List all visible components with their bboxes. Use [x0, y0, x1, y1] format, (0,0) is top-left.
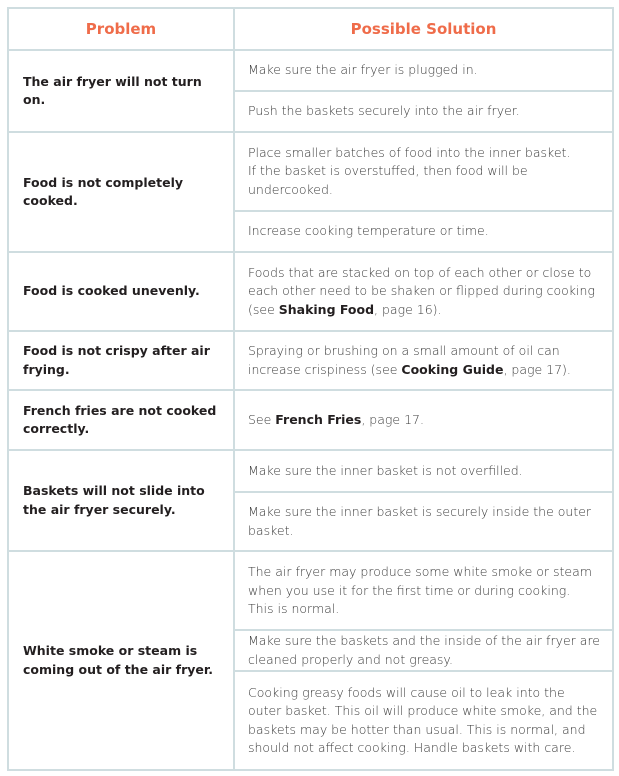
problem-cell: The air fryer will not turn on.	[8, 50, 234, 132]
solution-line: basket.	[248, 522, 294, 538]
solution-cell	[234, 331, 613, 390]
solution-cell	[234, 50, 613, 91]
solution-line: baskets may be hotter than usual. This is normal, and	[248, 721, 586, 737]
solution-cell	[234, 390, 613, 449]
table-row	[8, 551, 613, 630]
solution-line: If the basket is overstuffed, then food will be	[248, 163, 528, 179]
solution-line: This is normal.	[248, 601, 340, 617]
table-row	[8, 252, 613, 331]
problem-header: Problem	[8, 8, 234, 50]
solution-cell	[234, 132, 613, 211]
problem-cell: French fries are not cooked correctly.	[8, 390, 234, 449]
solution-line: each other need to be shaken or flipped during cooking	[248, 283, 595, 299]
solution-cell	[234, 551, 613, 630]
solution-line: should not affect cooking. Handle baskets with care.	[248, 740, 576, 756]
solution-cell	[234, 450, 613, 492]
solution-cell	[234, 492, 613, 551]
table-row	[8, 50, 613, 91]
solution-line: Push the baskets securely into the air fryer.	[248, 103, 520, 119]
reference-section-name: Cooking Guide	[401, 361, 504, 377]
solution-line: Make sure the inner basket is not overfilled.	[248, 462, 523, 478]
solution-line: Place smaller batches of food into the inner basket.	[248, 144, 571, 160]
reference-prefix: (see	[248, 301, 279, 317]
solution-cell	[234, 671, 613, 770]
reference-prefix: increase crispiness (see	[248, 361, 402, 377]
solution-cell	[234, 211, 613, 252]
table-row	[8, 331, 613, 390]
header-row	[8, 8, 613, 50]
solution-line: Make sure the baskets and the inside of the air fryer are	[248, 633, 600, 649]
reference-section-name: Shaking Food	[278, 301, 375, 317]
reference-prefix: See	[248, 411, 276, 427]
problem-cell: White smoke or steam is coming out of the air fryer.	[8, 551, 234, 770]
problem-cell: Food is cooked unevenly.	[8, 252, 234, 331]
solution-cell	[234, 91, 613, 132]
table-row	[8, 450, 613, 492]
reference-section-name: French Fries	[275, 411, 362, 427]
solution-line: Increase cooking temperature or time.	[248, 223, 489, 239]
solution-cell	[234, 630, 613, 671]
solution-line: Spraying or brushing on a small amount of oil can	[248, 343, 560, 359]
problem-cell: Baskets will not slide into the air fryer securely.	[8, 450, 234, 552]
solution-header: Possible Solution	[234, 8, 613, 50]
table-row	[8, 390, 613, 449]
table-row	[8, 132, 613, 211]
problem-cell: Food is not completely cooked.	[8, 132, 234, 252]
solution-line: when you use it for the first time or during cooking.	[248, 582, 571, 598]
solution-line: Make sure the inner basket is securely inside the outer	[248, 504, 592, 520]
solution-line: undercooked.	[248, 181, 333, 197]
problem-cell: Food is not crispy after air frying.	[8, 331, 234, 390]
solution-cell	[234, 252, 613, 331]
solution-line: Cooking greasy foods will cause oil to leak into the	[248, 684, 565, 700]
solution-line: cleaned properly and not greasy.	[248, 651, 454, 667]
solution-line: The air fryer may produce some white smoke or steam	[248, 564, 592, 580]
solution-line: Make sure the air fryer is plugged in.	[248, 62, 478, 78]
troubleshooting-table	[7, 7, 614, 771]
solution-line: Foods that are stacked on top of each other or close to	[248, 264, 592, 280]
reference-suffix: , page 17.	[361, 411, 424, 427]
reference-suffix: , page 16).	[374, 301, 442, 317]
reference-suffix: , page 17).	[503, 361, 571, 377]
solution-line: outer basket. This oil will produce white smoke, and the	[248, 703, 598, 719]
